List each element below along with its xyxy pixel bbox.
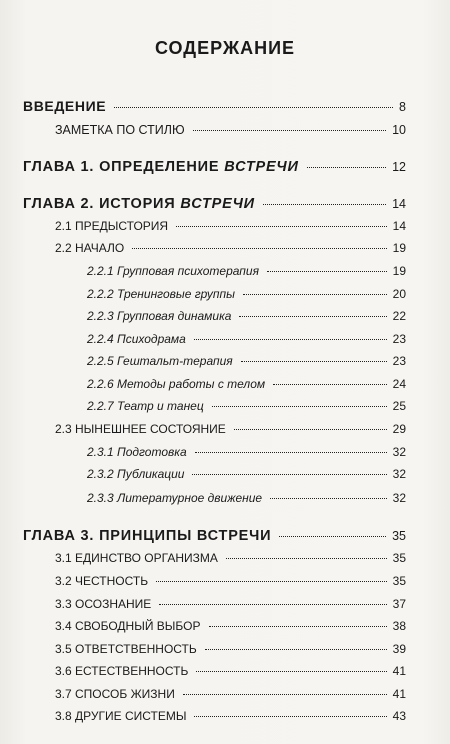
toc-page-number: 24 bbox=[392, 377, 406, 391]
dot-leader bbox=[183, 694, 387, 695]
toc-entry-introduction bbox=[23, 98, 406, 114]
toc-entry-label: 3.7 СПОСОБ ЖИЗНИ bbox=[55, 687, 175, 701]
toc-page-number: 14 bbox=[392, 197, 406, 211]
toc-entry-2-2-1 bbox=[87, 264, 406, 278]
dot-leader bbox=[194, 716, 386, 717]
toc-page-number: 14 bbox=[392, 219, 406, 233]
toc-entry-2-2-3 bbox=[87, 309, 406, 323]
toc-entry-label: 3.8 ДРУГИЕ СИСТЕМЫ bbox=[55, 709, 187, 723]
toc-entry-label: 3.1 ЕДИНСТВО ОРГАНИЗМА bbox=[55, 551, 218, 565]
toc-entry-chapter-2 bbox=[23, 196, 406, 212]
toc-entry-3-3 bbox=[55, 597, 406, 611]
toc-entry-2-2-4 bbox=[87, 332, 406, 346]
toc-entry-3-4 bbox=[55, 619, 406, 633]
toc-entry-2-2-6 bbox=[87, 377, 406, 391]
dot-leader bbox=[209, 626, 387, 627]
dot-leader bbox=[234, 429, 387, 430]
toc-page-number: 22 bbox=[392, 309, 406, 323]
toc-entry-label: 2.2.6 Методы работы с телом bbox=[87, 377, 266, 391]
toc-entry-2-2-5 bbox=[87, 354, 406, 368]
toc-entry-label: 3.5 ОТВЕТСТВЕННОСТЬ bbox=[55, 642, 197, 656]
dot-leader bbox=[132, 248, 386, 249]
toc-page-number: 32 bbox=[392, 491, 406, 505]
toc-entry-label: 2.2 НАЧАЛО bbox=[55, 241, 125, 255]
toc-entry-chapter-1 bbox=[23, 159, 406, 175]
dot-leader bbox=[176, 226, 387, 227]
dot-leader bbox=[279, 536, 386, 537]
toc-entry-label: 2.2.7 Театр и танец bbox=[87, 399, 204, 413]
toc-entry-label: ГЛАВА 1. ОПРЕДЕЛЕНИЕ ВСТРЕЧИ bbox=[23, 159, 299, 175]
toc-entry-2-3 bbox=[55, 422, 406, 436]
toc-entry-2-1 bbox=[55, 219, 406, 233]
toc-entry-label: ГЛАВА 3. ПРИНЦИПЫ ВСТРЕЧИ bbox=[23, 528, 272, 544]
toc-entry-2-3-1 bbox=[87, 445, 406, 459]
toc-entry-3-1 bbox=[55, 551, 406, 565]
toc-entry-3-6 bbox=[55, 664, 406, 678]
toc-entry-label: 2.2.1 Групповая психотерапия bbox=[87, 264, 259, 278]
toc-entry-label: 3.3 ОСОЗНАНИЕ bbox=[55, 597, 152, 611]
toc-page-number: 35 bbox=[392, 529, 406, 543]
toc-entry-label: 3.4 СВОБОДНЫЙ ВЫБОР bbox=[55, 619, 201, 633]
toc-entry-2-3-3 bbox=[87, 491, 406, 505]
toc-entry-label: 3.6 ЕСТЕСТВЕННОСТЬ bbox=[55, 664, 189, 678]
toc-entry-label: 2.1 ПРЕДЫСТОРИЯ bbox=[55, 219, 169, 233]
dot-leader bbox=[156, 581, 387, 582]
dot-leader bbox=[239, 316, 386, 317]
dot-leader bbox=[241, 361, 387, 362]
page-title: СОДЕРЖАНИЕ bbox=[154, 38, 296, 58]
dot-leader bbox=[114, 107, 393, 108]
toc-page-number: 23 bbox=[392, 332, 406, 346]
toc-page-number: 35 bbox=[392, 574, 406, 588]
toc-page-number: 41 bbox=[392, 664, 406, 678]
toc-page-number: 20 bbox=[392, 287, 406, 301]
toc-page-number: 38 bbox=[392, 619, 406, 633]
toc-entry-label: 2.3.1 Подготовка bbox=[87, 445, 187, 459]
toc-entry-label: 3.2 ЧЕСТНОСТЬ bbox=[55, 574, 149, 588]
dot-leader bbox=[307, 167, 386, 168]
dot-leader bbox=[159, 604, 386, 605]
toc-entry-label: 2.2.3 Групповая динамика bbox=[87, 309, 232, 323]
toc-page-number: 35 bbox=[392, 551, 406, 565]
toc-entry-3-8 bbox=[55, 709, 406, 723]
toc-entry-label: 2.3.2 Публикации bbox=[87, 467, 185, 481]
toc-entry-label: ЗАМЕТКА ПО СТИЛЮ bbox=[55, 123, 185, 137]
toc-entry-label: ВВЕДЕНИЕ bbox=[23, 98, 107, 114]
toc-entry-label: 2.3 НЫНЕШНЕЕ СОСТОЯНИЕ bbox=[55, 422, 226, 436]
dot-leader bbox=[270, 498, 387, 499]
toc-page-number: 32 bbox=[392, 445, 406, 459]
toc-entry-3-5 bbox=[55, 642, 406, 656]
toc-page-number: 39 bbox=[392, 642, 406, 656]
toc-entry-2-2-7 bbox=[87, 399, 406, 413]
toc-entry-2-2-2 bbox=[87, 287, 406, 301]
dot-leader bbox=[212, 406, 387, 407]
toc-entry-2-3-2 bbox=[87, 467, 406, 481]
toc-entry-2-2 bbox=[55, 241, 406, 255]
toc-page-number: 12 bbox=[392, 160, 406, 174]
toc-entry-3-7 bbox=[55, 687, 406, 701]
dot-leader bbox=[273, 384, 387, 385]
dot-leader bbox=[193, 130, 386, 131]
toc-entry-label: ГЛАВА 2. ИСТОРИЯ ВСТРЕЧИ bbox=[23, 196, 255, 212]
toc-entry-label: 2.3.3 Литературное движение bbox=[87, 491, 263, 505]
toc-entry-label: 2.2.5 Гештальт-терапия bbox=[87, 354, 233, 368]
toc-entry-3-2 bbox=[55, 574, 406, 588]
toc-page-number: 41 bbox=[392, 687, 406, 701]
dot-leader bbox=[267, 271, 387, 272]
toc-entry-style-note bbox=[55, 123, 406, 137]
toc-page-number: 19 bbox=[392, 241, 406, 255]
dot-leader bbox=[243, 294, 387, 295]
toc-page-number: 23 bbox=[392, 354, 406, 368]
toc-entry-label: 2.2.4 Психодрама bbox=[87, 332, 186, 346]
toc-page-number: 32 bbox=[392, 467, 406, 481]
dot-leader bbox=[195, 452, 387, 453]
toc-page-number: 8 bbox=[399, 100, 406, 114]
dot-leader bbox=[194, 339, 387, 340]
toc-page-number: 37 bbox=[392, 597, 406, 611]
dot-leader bbox=[226, 558, 387, 559]
toc-entry-chapter-3 bbox=[23, 528, 406, 544]
toc-page-number: 25 bbox=[392, 399, 406, 413]
dot-leader bbox=[263, 204, 386, 205]
toc-page-number: 29 bbox=[392, 422, 406, 436]
dot-leader bbox=[205, 649, 387, 650]
toc-page-number: 10 bbox=[392, 123, 406, 137]
toc-page-number: 43 bbox=[392, 709, 406, 723]
dot-leader bbox=[196, 671, 386, 672]
dot-leader bbox=[192, 474, 386, 475]
toc-page-number: 19 bbox=[392, 264, 406, 278]
toc-entry-label: 2.2.2 Тренинговые группы bbox=[87, 287, 235, 301]
